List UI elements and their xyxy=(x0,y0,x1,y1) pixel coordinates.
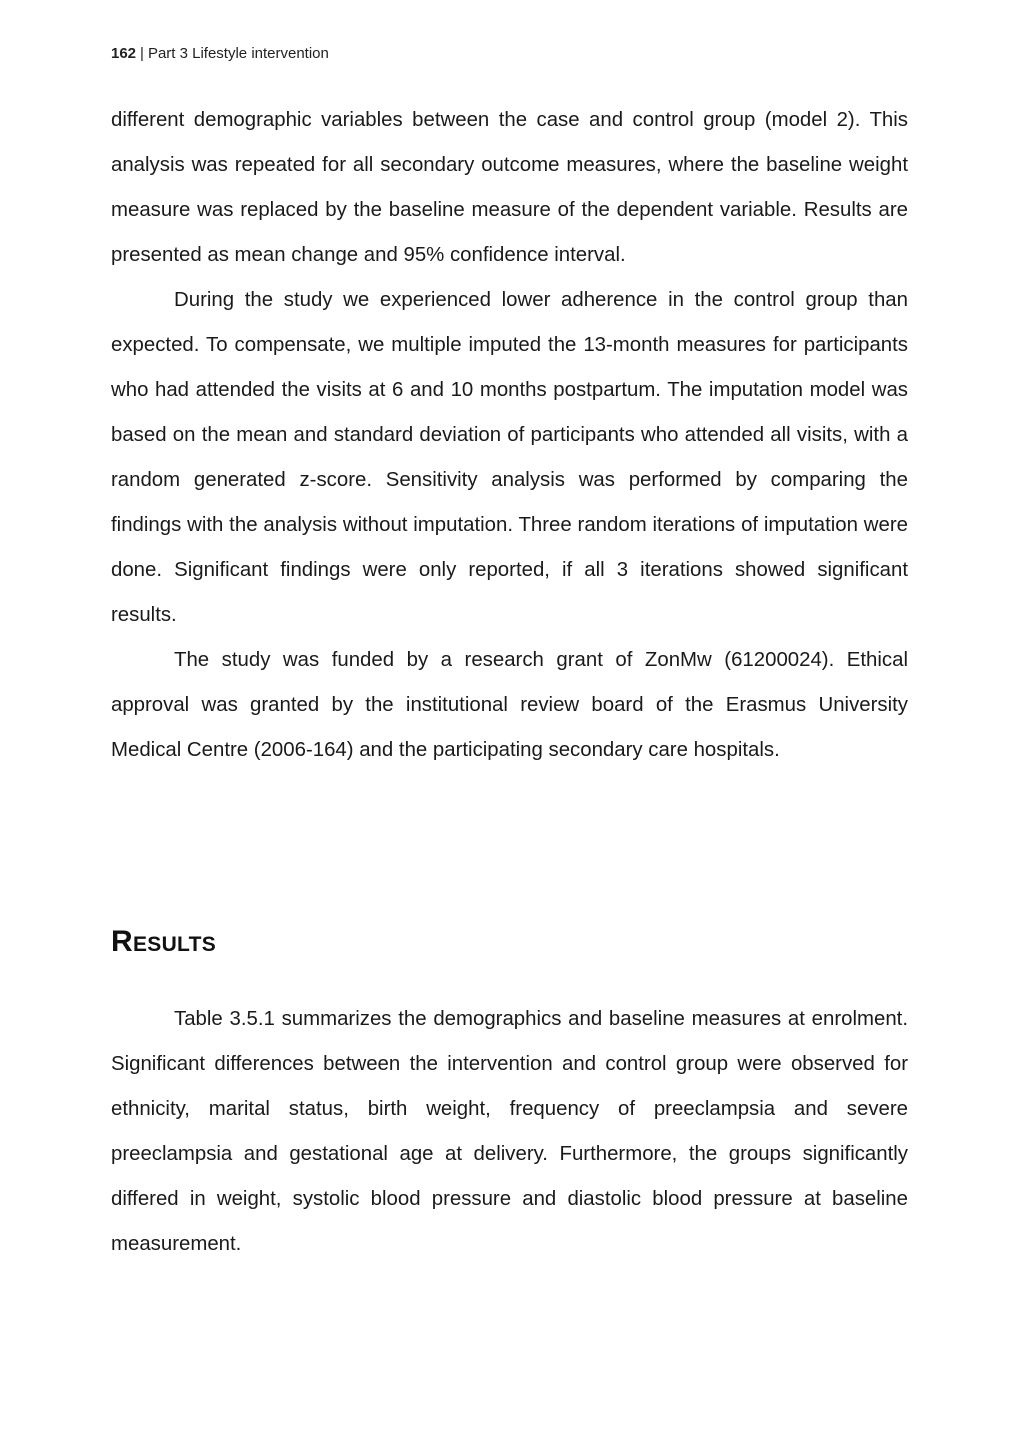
header-separator: | xyxy=(140,45,144,62)
chapter-title: Part 3 Lifestyle intervention xyxy=(147,45,329,62)
running-header xyxy=(111,44,329,64)
methods-paragraph-1: different demographic variables between the case and control group (model 2). This analysis was repeated for all secondary outcome measures, where the baseline weight measure was replaced by the baseline measure of the dependent variable. Results are presented as mean change and 95% confidence interval. xyxy=(111,109,908,266)
page-number: 162 xyxy=(111,45,137,62)
results-heading: Results xyxy=(111,925,217,958)
methods-paragraph-2: During the study we experienced lower adherence in the control group than expected. To compensate, we multiple imputed the 13-month measures for participants who had attended the visits at 6 and 10 months postpartum. The imputation model was based on the mean and standard deviation of participants who attended all visits, with a random generated z-score. Sensitivity analysis was performed by comparing the findings with the analysis without imputation. Three random iterations of imputation were done. Significant findings were only reported, if all 3 iterations showed significant results. xyxy=(111,289,908,626)
methods-paragraph-3: The study was funded by a research grant of ZonMw (61200024). Ethical approval was granted by the institutional review board of the Erasmus University Medical Centre (2006-164) and the participating secondary care hospitals. xyxy=(111,649,908,761)
methods-continued-text xyxy=(111,98,908,773)
results-paragraph-1: Table 3.5.1 summarizes the demographics and baseline measures at enrolment. Significant differences between the intervention and control group were observed for ethnicity, marital status, birth weight, frequency of preeclampsia and severe preeclampsia and gestational age at delivery. Furthermore, the groups significantly differed in weight, systolic blood pressure and diastolic blood pressure at baseline measurement. xyxy=(111,1008,908,1255)
results-text xyxy=(111,997,908,1267)
